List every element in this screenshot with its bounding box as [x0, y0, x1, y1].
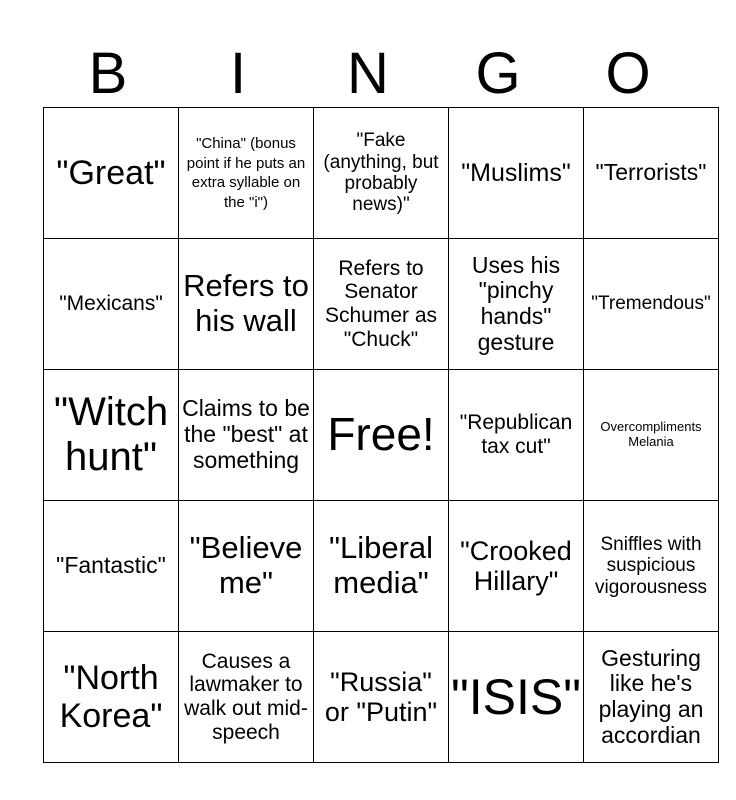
- header-letter-n: N: [347, 41, 389, 106]
- bingo-cell[interactable]: Causes a lawmaker to walk out mid-speech: [179, 632, 314, 763]
- bingo-cell[interactable]: "Mexicans": [44, 239, 179, 370]
- bingo-cell[interactable]: "Tremendous": [584, 239, 719, 370]
- bingo-cell[interactable]: "North Korea": [44, 632, 179, 763]
- bingo-header: [43, 40, 693, 108]
- bingo-cell[interactable]: "Terrorists": [584, 108, 719, 239]
- bingo-cell[interactable]: "Fantastic": [44, 501, 179, 632]
- bingo-card-grid: [43, 107, 719, 763]
- bingo-cell[interactable]: "Muslims": [449, 108, 584, 239]
- bingo-row: [44, 370, 719, 501]
- bingo-cell[interactable]: "Crooked Hillary": [449, 501, 584, 632]
- header-letter-i: I: [229, 41, 247, 106]
- bingo-row: [44, 632, 719, 763]
- header-letter-g: G: [475, 41, 521, 106]
- bingo-cell[interactable]: "Great": [44, 108, 179, 239]
- header-letter-o: O: [605, 41, 651, 106]
- header-letter-b: B: [88, 41, 128, 106]
- bingo-row: [44, 108, 719, 239]
- bingo-cell[interactable]: "ISIS": [449, 632, 584, 763]
- bingo-cell[interactable]: "Russia" or "Putin": [314, 632, 449, 763]
- bingo-cell[interactable]: "Liberal media": [314, 501, 449, 632]
- bingo-cell[interactable]: "Fake (anything, but probably news)": [314, 108, 449, 239]
- bingo-row: [44, 239, 719, 370]
- bingo-cell[interactable]: Gesturing like he's playing an accordian: [584, 632, 719, 763]
- bingo-cell[interactable]: "China" (bonus point if he puts an extra syllable on the "i"): [179, 108, 314, 239]
- bingo-cell[interactable]: Refers to his wall: [179, 239, 314, 370]
- bingo-row: [44, 501, 719, 632]
- bingo-cell[interactable]: Refers to Senator Schumer as "Chuck": [314, 239, 449, 370]
- bingo-cell[interactable]: Uses his "pinchy hands" gesture: [449, 239, 584, 370]
- bingo-cell[interactable]: "Witch hunt": [44, 370, 179, 501]
- bingo-cell[interactable]: Overcompliments Melania: [584, 370, 719, 501]
- bingo-cell[interactable]: Sniffles with suspicious vigorousness: [584, 501, 719, 632]
- bingo-free-space[interactable]: Free!: [314, 370, 449, 501]
- bingo-cell[interactable]: Claims to be the "best" at something: [179, 370, 314, 501]
- bingo-cell[interactable]: "Republican tax cut": [449, 370, 584, 501]
- bingo-cell[interactable]: "Believe me": [179, 501, 314, 632]
